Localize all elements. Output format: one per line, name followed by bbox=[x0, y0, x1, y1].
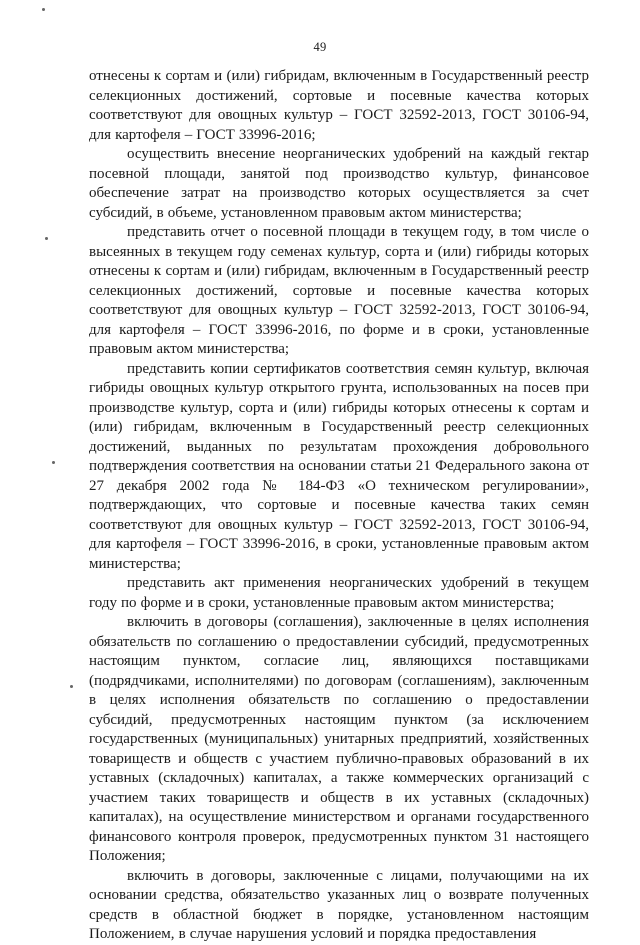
paragraph: отнесены к сортам и (или) гибридам, включенным в Государственный реестр селекционных достижений, сортовые и посевные качества которых соответствуют для овощных культур – ГОСТ 32592-2013, ГОСТ 30106-94, для картофеля – ГОСТ 33996-2016; bbox=[89, 68, 589, 143]
paragraph: включить в договоры (соглашения), заключенные в целях исполнения обязательств по соглашению о предоставлении субсидий, предусмотренных настоящим пунктом, согласие лиц, являющихся поставщиками (подрядчиками, исполнителями) по договорам (соглашениям), заключенным в целях исполнения обязательств по соглашению о предоставлении субсидий, предусмотренных настоящим пунктом (за исключением государственных (муниципальных) унитарных предприятий, хозяйственных товариществ и обществ с участием публично-правовых образований в их уставных (складочных) капиталах, а также коммерческих организаций с участием таких товариществ и обществ в их уставных (складочных) капиталах), на осуществление министерством и органами государственного финансового контроля проверок, предусмотренных пунктом 31 настоящего Положения; bbox=[89, 614, 589, 864]
paragraph: представить акт применения неорганических удобрений в текущем году по форме и в сроки, установленные правовым актом министерства; bbox=[89, 575, 589, 611]
scan-speck bbox=[70, 685, 73, 688]
scan-speck bbox=[42, 8, 45, 11]
paragraph: включить в договоры, заключенные с лицами, получающими на их основании средства, обязательство указанных лиц о возврате полученных средств в областной бюджет в порядке, установленном настоящим Положением, в случае нарушения условий и порядка предоставления bbox=[89, 867, 589, 942]
paragraph: представить копии сертификатов соответствия семян культур, включая гибриды овощных культур открытого грунта, использованных на посев при производстве культур, сорта и (или) гибриды которых отнесены к сортам и (или) гибридам, включенным в Государственный реестр селекционных достижений, выданных по результатам прохождения добровольного подтверждения соответствия на основании статьи 21 Федерального закона от 27 декабря 2002 года № 184-ФЗ «О техническом регулировании», подтверждающих, что сортовые и посевные качества таких семян соответствуют для овощных культур – ГОСТ 32592-2013, ГОСТ 30106-94, для картофеля – ГОСТ 33996-2016, в сроки, установленные правовым актом министерства; bbox=[89, 360, 589, 572]
paragraph: представить отчет о посевной площади в текущем году, в том числе о высеянных в текущем году семенах культур, сорта и (или) гибриды которых отнесены к сортам и (или) гибридам, включенным в Государственный реестр селекционных достижений, сортовые и посевные качества которых соответствуют для овощных культур – ГОСТ 32592-2013, ГОСТ 30106-94, для картофеля – ГОСТ 33996-2016, по форме и в сроки, установленные правовым актом министерства; bbox=[89, 224, 589, 357]
document-body bbox=[89, 67, 589, 945]
scan-speck bbox=[45, 237, 48, 240]
paragraph: осуществить внесение неорганических удобрений на каждый гектар посевной площади, занятой под производство культур, финансовое обеспечение затрат на производство которых осуществляется за счет субсидий, в объеме, установленном правовым актом министерства; bbox=[89, 146, 589, 221]
scan-speck bbox=[52, 461, 55, 464]
page-number: 49 bbox=[313, 40, 327, 54]
